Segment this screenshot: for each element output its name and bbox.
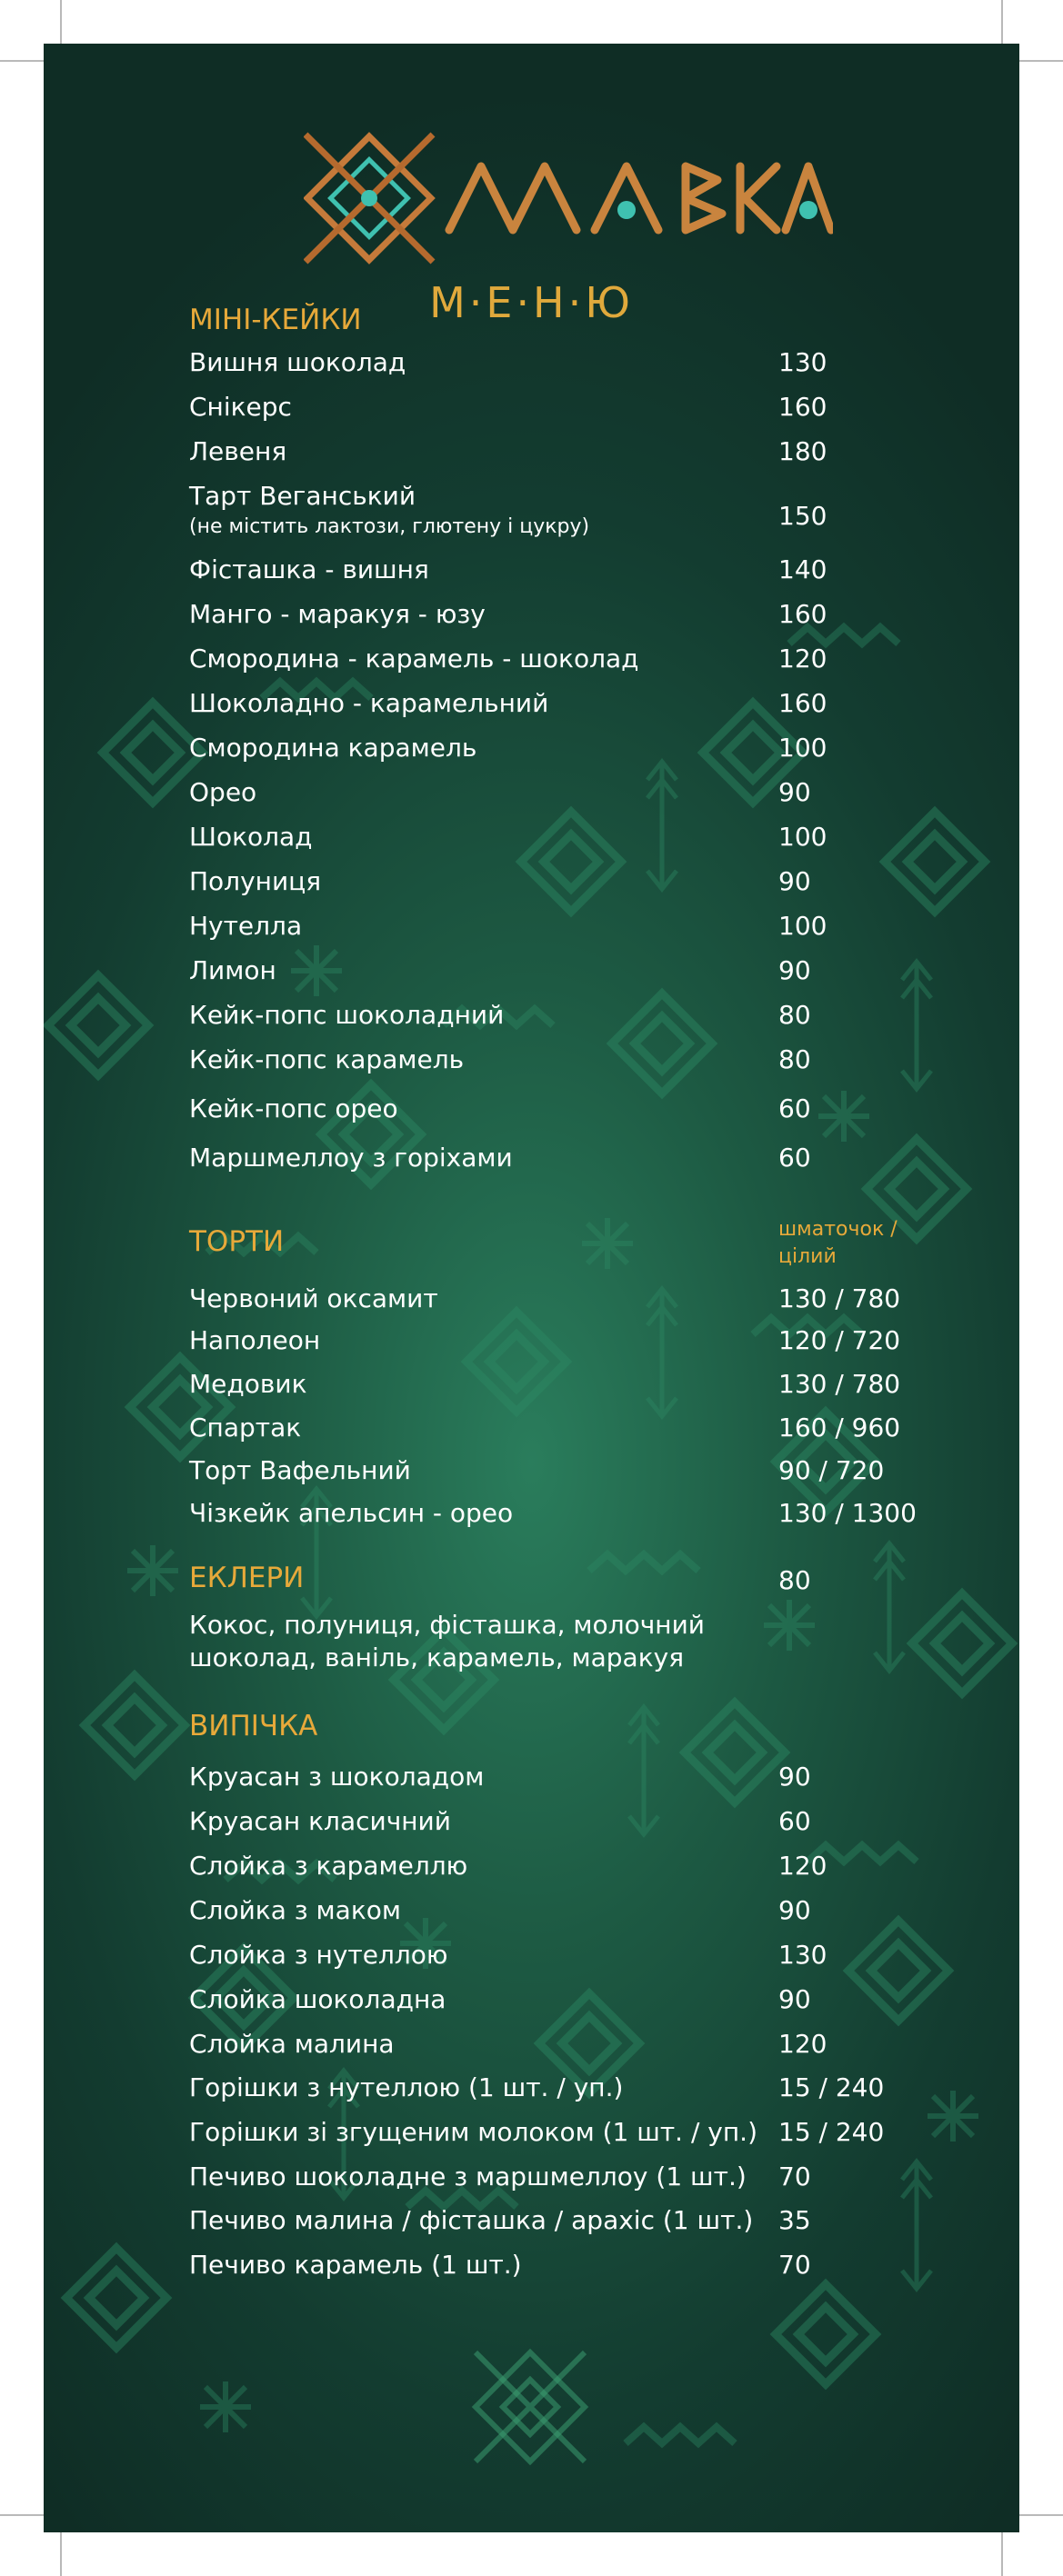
menu-item-row <box>189 1940 971 1980</box>
menu-item-row <box>189 1498 971 1538</box>
menu-item-row <box>189 777 971 817</box>
menu-item-row <box>189 2029 971 2069</box>
menu-item-price: 150 <box>778 501 827 531</box>
section-title-cakes: ТОРТИ <box>189 1225 285 1258</box>
section-title-mini-cakes: МІНІ-КЕЙКИ <box>189 304 362 336</box>
menu-item-name: Кейк-попс орео <box>189 1093 398 1123</box>
crop-mark <box>0 60 44 62</box>
crop-mark <box>1019 2514 1063 2516</box>
menu-item-name: Червоний оксамит <box>189 1283 438 1313</box>
menu-item-price: 160 <box>778 392 827 422</box>
menu-item-price: 160 <box>778 688 827 718</box>
menu-item-row <box>189 2072 971 2112</box>
menu-item-name: Медовик <box>189 1369 307 1399</box>
menu-item-row <box>189 554 971 594</box>
menu-item-price: 130 / 780 <box>778 1283 901 1313</box>
menu-item-name: Нутелла <box>189 911 303 941</box>
menu-item-row <box>189 1413 971 1453</box>
menu-item-row <box>189 866 971 906</box>
mavka-ornament-logo <box>304 130 833 266</box>
menu-item-name: Спартак <box>189 1413 302 1443</box>
menu-item-name: Смородина карамель <box>189 733 477 763</box>
menu-item-row <box>189 2117 971 2157</box>
menu-item-price: 90 <box>778 777 811 807</box>
menu-item-name: Маршмеллоу з горіхами <box>189 1143 513 1173</box>
menu-item-name: Горішки зі згущеним молоком (1 шт. / уп.) <box>189 2117 758 2147</box>
crop-mark <box>0 2514 44 2516</box>
menu-item-price: 60 <box>778 1143 811 1173</box>
menu-item-name: Слойка з карамеллю <box>189 1851 468 1881</box>
menu-item-price: 35 <box>778 2205 811 2235</box>
menu-item-price: 130 / 1300 <box>778 1498 917 1528</box>
menu-item-price: 15 / 240 <box>778 2072 885 2102</box>
menu-item-price: 100 <box>778 911 827 941</box>
menu-item-row <box>189 1984 971 2024</box>
menu-item-row <box>189 688 971 728</box>
menu-item-price: 140 <box>778 554 827 584</box>
menu-item-price: 100 <box>778 822 827 852</box>
menu-item-row <box>189 822 971 862</box>
menu-item-name: Кейк-попс шоколадний <box>189 1000 505 1030</box>
menu-item-name: Круасан з шоколадом <box>189 1762 485 1792</box>
menu-item-price: 120 <box>778 2029 827 2059</box>
menu-item-name: Горішки з нутеллою (1 шт. / уп.) <box>189 2072 624 2102</box>
eclairs-description: Кокос, полуниця, фісташка, молочний шоколад, ваніль, карамель, маракуя <box>189 1610 705 1672</box>
menu-item-name: Слойка малина <box>189 2029 395 2059</box>
menu-item-name: Кейк-попс карамель <box>189 1044 465 1074</box>
menu-item-row <box>189 2162 971 2202</box>
menu-item-row <box>189 436 971 476</box>
menu-item-name: Лимон <box>189 955 276 985</box>
menu-item-row <box>189 1806 971 1846</box>
menu-item-name: Слойка шоколадна <box>189 1984 446 2014</box>
menu-item-price: 130 <box>778 1940 827 1970</box>
menu-item-name: Тарт Веганський <box>189 481 416 511</box>
eclairs-price-row <box>189 1565 971 1605</box>
menu-item-price: 120 / 720 <box>778 1325 901 1355</box>
menu-item-price: 90 <box>778 1762 811 1792</box>
menu-item-price: 70 <box>778 2162 811 2192</box>
menu-item-name: Слойка з нутеллою <box>189 1940 448 1970</box>
menu-item-row <box>189 599 971 639</box>
menu-item-row <box>189 1000 971 1040</box>
menu-item-price: 100 <box>778 733 827 763</box>
crop-mark <box>1001 0 1003 44</box>
menu-item-row <box>189 1325 971 1365</box>
menu-panel <box>44 44 1019 2532</box>
menu-item-name: Орео <box>189 777 257 807</box>
menu-item-price: 160 / 960 <box>778 1413 901 1443</box>
menu-item-name: Шоколадно - карамельний <box>189 688 549 718</box>
crop-mark <box>60 0 62 44</box>
menu-item-price: 60 <box>778 1093 811 1123</box>
menu-item-row <box>189 1369 971 1409</box>
menu-item-row <box>189 1093 971 1133</box>
menu-item-row <box>189 2250 971 2290</box>
menu-item-row <box>189 1044 971 1084</box>
menu-item-row <box>189 1455 971 1495</box>
menu-item-name: Чізкейк апельсин - орео <box>189 1498 514 1528</box>
menu-item-price: 130 / 780 <box>778 1369 901 1399</box>
menu-item-name: Наполеон <box>189 1325 321 1355</box>
menu-item-name: Снікерс <box>189 392 292 422</box>
menu-item-row <box>189 955 971 995</box>
menu-item-name: Полуниця <box>189 866 322 896</box>
menu-item-row <box>189 911 971 951</box>
section-title-eclairs: ЕКЛЕРИ <box>189 1562 305 1594</box>
menu-item-note: (не містить лактози, глютену і цукру) <box>189 515 590 538</box>
menu-item-price: 90 <box>778 866 811 896</box>
menu-item-price: 90 <box>778 1984 811 2014</box>
crop-mark <box>60 2532 62 2576</box>
menu-item-name: Слойка з маком <box>189 1895 401 1925</box>
section-title-pastry: ВИПІЧКА <box>189 1710 318 1742</box>
menu-item-price: 80 <box>778 1000 811 1030</box>
menu-item-name: Фісташка - вишня <box>189 554 429 584</box>
menu-item-row <box>189 347 971 387</box>
menu-item-name: Печиво шоколадне з маршмеллоу (1 шт.) <box>189 2162 747 2192</box>
menu-item-name: Смородина - карамель - шоколад <box>189 644 639 674</box>
menu-item-price: 80 <box>778 1044 811 1074</box>
menu-item-price: 160 <box>778 599 827 629</box>
menu-item-price: 180 <box>778 436 827 466</box>
menu-item-price: 120 <box>778 1851 827 1881</box>
menu-item-row <box>189 1283 971 1323</box>
menu-item-name: Печиво карамель (1 шт.) <box>189 2250 522 2280</box>
menu-item-name: Печиво малина / фісташка / арахіс (1 шт.) <box>189 2205 754 2235</box>
menu-item-row <box>189 733 971 773</box>
menu-item-row <box>189 1895 971 1935</box>
menu-item-name: Манго - маракуя - юзу <box>189 599 486 629</box>
cakes-price-note: шматочок / цілий <box>778 1218 898 1268</box>
crop-mark <box>1001 2532 1003 2576</box>
menu-item-price: 60 <box>778 1806 811 1836</box>
menu-item-name: Левеня <box>189 436 287 466</box>
menu-item-row <box>189 392 971 432</box>
menu-item-name: Вишня шоколад <box>189 347 406 377</box>
menu-item-price: 15 / 240 <box>778 2117 885 2147</box>
menu-item-price: 90 / 720 <box>778 1455 885 1485</box>
menu-title: М·Е·Н·Ю <box>429 278 634 327</box>
menu-item-price: 90 <box>778 955 811 985</box>
menu-item-row <box>189 481 971 538</box>
menu-item-price: 120 <box>778 644 827 674</box>
eclairs-price: 80 <box>778 1565 811 1595</box>
menu-item-row <box>189 644 971 684</box>
menu-item-name: Торт Вафельний <box>189 1455 411 1485</box>
menu-item-price: 70 <box>778 2250 811 2280</box>
menu-item-row <box>189 1143 971 1183</box>
crop-mark <box>1019 60 1063 62</box>
menu-item-name: Круасан класичний <box>189 1806 451 1836</box>
menu-item-price: 130 <box>778 347 827 377</box>
menu-item-row <box>189 2205 971 2245</box>
menu-item-name: Шоколад <box>189 822 313 852</box>
menu-item-price: 90 <box>778 1895 811 1925</box>
menu-item-row <box>189 1762 971 1802</box>
menu-item-row <box>189 1851 971 1891</box>
